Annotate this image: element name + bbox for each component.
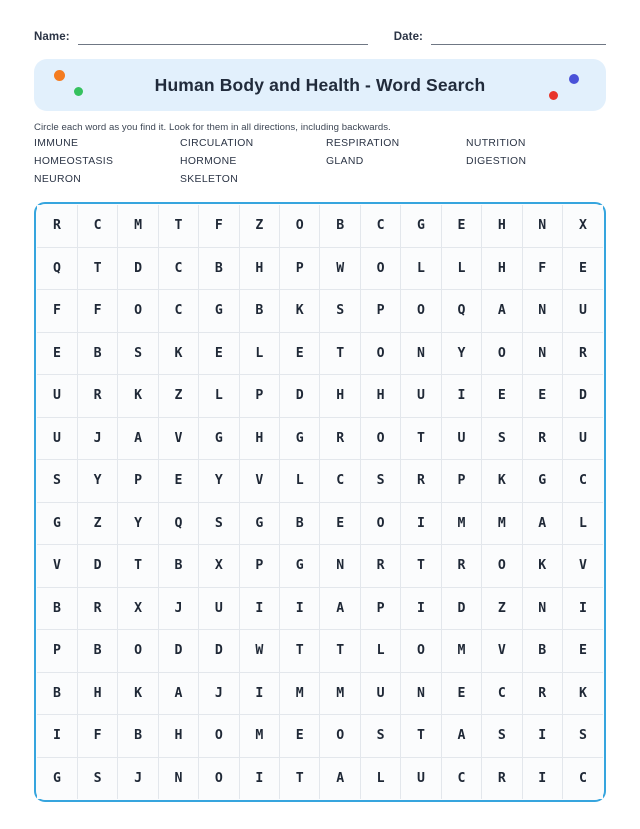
- letter-cell[interactable]: O: [199, 757, 239, 799]
- date-group: [394, 30, 606, 45]
- name-label: Name:: [34, 31, 70, 43]
- letter-cell[interactable]: B: [158, 545, 198, 588]
- letter-cell[interactable]: S: [360, 715, 400, 758]
- letter-cell[interactable]: R: [562, 332, 603, 375]
- letter-grid-row: [37, 290, 603, 333]
- letter-grid-body: [37, 205, 603, 799]
- letter-cell[interactable]: O: [360, 247, 400, 290]
- letter-cell[interactable]: N: [522, 332, 562, 375]
- letter-cell[interactable]: M: [320, 672, 360, 715]
- letter-cell[interactable]: V: [482, 630, 522, 673]
- letter-grid-row: [37, 715, 603, 758]
- letter-cell[interactable]: L: [360, 630, 400, 673]
- letter-cell[interactable]: R: [401, 460, 441, 503]
- letter-cell[interactable]: G: [199, 417, 239, 460]
- letter-grid-row: [37, 247, 603, 290]
- letter-cell[interactable]: Z: [77, 502, 117, 545]
- letter-cell[interactable]: O: [360, 332, 400, 375]
- letter-cell[interactable]: E: [441, 205, 481, 247]
- letter-cell[interactable]: P: [37, 630, 77, 673]
- word-list-item[interactable]: NEURON: [34, 174, 82, 185]
- letter-cell[interactable]: G: [37, 757, 77, 799]
- letter-cell[interactable]: Y: [77, 460, 117, 503]
- word-list-item[interactable]: CIRCULATION: [180, 138, 254, 149]
- letter-cell[interactable]: H: [482, 247, 522, 290]
- letter-cell[interactable]: O: [320, 715, 360, 758]
- letter-grid-row: [37, 587, 603, 630]
- letter-cell[interactable]: A: [320, 757, 360, 799]
- word-list-item[interactable]: IMMUNE: [34, 138, 79, 149]
- letter-cell[interactable]: P: [280, 247, 320, 290]
- letter-cell[interactable]: Z: [482, 587, 522, 630]
- letter-cell[interactable]: C: [441, 757, 481, 799]
- letter-cell[interactable]: P: [118, 460, 158, 503]
- letter-cell[interactable]: A: [158, 672, 198, 715]
- letter-cell[interactable]: T: [401, 545, 441, 588]
- letter-cell[interactable]: G: [37, 502, 77, 545]
- letter-cell[interactable]: E: [280, 715, 320, 758]
- letter-cell[interactable]: P: [239, 545, 279, 588]
- letter-cell[interactable]: J: [77, 417, 117, 460]
- letter-cell[interactable]: S: [37, 460, 77, 503]
- letter-cell[interactable]: B: [239, 290, 279, 333]
- letter-cell[interactable]: C: [562, 757, 603, 799]
- letter-cell[interactable]: G: [199, 290, 239, 333]
- letter-cell[interactable]: J: [199, 672, 239, 715]
- letter-cell[interactable]: T: [118, 545, 158, 588]
- letter-cell[interactable]: E: [320, 502, 360, 545]
- letter-cell[interactable]: H: [158, 715, 198, 758]
- letter-cell[interactable]: L: [239, 332, 279, 375]
- letter-cell[interactable]: T: [77, 247, 117, 290]
- letter-cell[interactable]: T: [320, 630, 360, 673]
- letter-cell[interactable]: V: [158, 417, 198, 460]
- letter-cell[interactable]: G: [239, 502, 279, 545]
- letter-grid-row: [37, 417, 603, 460]
- letter-cell[interactable]: N: [320, 545, 360, 588]
- letter-cell[interactable]: V: [37, 545, 77, 588]
- letter-cell[interactable]: U: [37, 375, 77, 418]
- letter-cell[interactable]: U: [401, 757, 441, 799]
- orange-dot-icon: [54, 70, 65, 81]
- letter-cell[interactable]: E: [482, 375, 522, 418]
- letter-cell[interactable]: K: [118, 672, 158, 715]
- letter-cell[interactable]: T: [401, 715, 441, 758]
- word-list-item[interactable]: HOMEOSTASIS: [34, 156, 114, 167]
- letter-cell[interactable]: P: [441, 460, 481, 503]
- letter-cell[interactable]: A: [320, 587, 360, 630]
- letter-grid-row: [37, 672, 603, 715]
- word-list-item[interactable]: GLAND: [326, 156, 364, 167]
- letter-cell[interactable]: O: [401, 290, 441, 333]
- letter-cell[interactable]: A: [482, 290, 522, 333]
- letter-cell[interactable]: C: [562, 460, 603, 503]
- word-list-item[interactable]: DIGESTION: [466, 156, 527, 167]
- letter-cell[interactable]: T: [280, 757, 320, 799]
- letter-cell[interactable]: V: [239, 460, 279, 503]
- title-banner: [34, 59, 606, 111]
- letter-grid-row: [37, 375, 603, 418]
- letter-cell[interactable]: O: [482, 332, 522, 375]
- letter-cell[interactable]: E: [158, 460, 198, 503]
- letter-grid-row: [37, 502, 603, 545]
- letter-cell[interactable]: B: [199, 247, 239, 290]
- letter-cell[interactable]: K: [158, 332, 198, 375]
- letter-cell[interactable]: A: [441, 715, 481, 758]
- letter-cell[interactable]: Q: [441, 290, 481, 333]
- letter-grid-row: [37, 757, 603, 799]
- page-title: Human Body and Health - Word Search: [154, 74, 486, 95]
- date-write-line[interactable]: [431, 30, 606, 45]
- word-list-item[interactable]: HORMONE: [180, 156, 237, 167]
- letter-cell[interactable]: I: [239, 672, 279, 715]
- letter-cell[interactable]: X: [118, 587, 158, 630]
- letter-cell[interactable]: X: [562, 205, 603, 247]
- letter-cell[interactable]: S: [360, 460, 400, 503]
- letter-cell[interactable]: C: [158, 290, 198, 333]
- letter-cell[interactable]: V: [562, 545, 603, 588]
- letter-cell[interactable]: K: [280, 290, 320, 333]
- letter-cell[interactable]: D: [199, 630, 239, 673]
- letter-cell[interactable]: B: [280, 502, 320, 545]
- letter-cell[interactable]: E: [562, 630, 603, 673]
- letter-cell[interactable]: D: [118, 247, 158, 290]
- letter-cell[interactable]: B: [37, 672, 77, 715]
- letter-cell[interactable]: M: [441, 630, 481, 673]
- word-list-item[interactable]: RESPIRATION: [326, 138, 400, 149]
- letter-cell[interactable]: L: [441, 247, 481, 290]
- letter-cell[interactable]: D: [280, 375, 320, 418]
- letter-cell[interactable]: H: [320, 375, 360, 418]
- letter-grid-row: [37, 545, 603, 588]
- letter-cell[interactable]: M: [280, 672, 320, 715]
- letter-cell[interactable]: A: [118, 417, 158, 460]
- letter-cell[interactable]: M: [441, 502, 481, 545]
- letter-cell[interactable]: B: [320, 205, 360, 247]
- letter-cell[interactable]: S: [320, 290, 360, 333]
- letter-cell[interactable]: R: [320, 417, 360, 460]
- letter-cell[interactable]: I: [280, 587, 320, 630]
- letter-cell[interactable]: K: [118, 375, 158, 418]
- letter-cell[interactable]: S: [562, 715, 603, 758]
- letter-cell[interactable]: F: [37, 290, 77, 333]
- letter-cell[interactable]: F: [199, 205, 239, 247]
- letter-cell[interactable]: L: [360, 757, 400, 799]
- letter-cell[interactable]: R: [77, 587, 117, 630]
- letter-cell[interactable]: C: [158, 247, 198, 290]
- letter-cell[interactable]: U: [441, 417, 481, 460]
- letter-cell[interactable]: P: [239, 375, 279, 418]
- letter-cell[interactable]: K: [482, 460, 522, 503]
- letter-cell[interactable]: E: [522, 375, 562, 418]
- letter-cell[interactable]: A: [522, 502, 562, 545]
- letter-cell[interactable]: B: [77, 630, 117, 673]
- letter-cell[interactable]: G: [280, 545, 320, 588]
- letter-cell[interactable]: P: [360, 587, 400, 630]
- letter-cell[interactable]: I: [239, 587, 279, 630]
- letter-cell[interactable]: I: [401, 587, 441, 630]
- letter-cell[interactable]: U: [360, 672, 400, 715]
- letter-cell[interactable]: C: [320, 460, 360, 503]
- letter-cell[interactable]: Q: [158, 502, 198, 545]
- letter-cell[interactable]: H: [239, 247, 279, 290]
- letter-cell[interactable]: U: [37, 417, 77, 460]
- letter-cell[interactable]: L: [280, 460, 320, 503]
- letter-cell[interactable]: L: [562, 502, 603, 545]
- letter-cell[interactable]: R: [441, 545, 481, 588]
- letter-cell[interactable]: O: [482, 545, 522, 588]
- letter-cell[interactable]: O: [118, 630, 158, 673]
- letter-cell[interactable]: I: [522, 715, 562, 758]
- letter-cell[interactable]: E: [199, 332, 239, 375]
- letter-cell[interactable]: O: [360, 417, 400, 460]
- letter-cell[interactable]: O: [199, 715, 239, 758]
- letter-grid-row: [37, 630, 603, 673]
- letter-cell[interactable]: W: [239, 630, 279, 673]
- letter-cell[interactable]: C: [482, 672, 522, 715]
- letter-grid-row: [37, 460, 603, 503]
- letter-cell[interactable]: T: [280, 630, 320, 673]
- letter-cell[interactable]: I: [401, 502, 441, 545]
- letter-cell[interactable]: O: [280, 205, 320, 247]
- letter-cell[interactable]: G: [280, 417, 320, 460]
- letter-grid-row: [37, 205, 603, 247]
- name-group: [34, 30, 368, 45]
- letter-cell[interactable]: R: [360, 545, 400, 588]
- green-dot-icon: [74, 87, 83, 96]
- word-list-item[interactable]: SKELETON: [180, 174, 239, 185]
- letter-cell[interactable]: U: [562, 417, 603, 460]
- letter-cell[interactable]: N: [522, 587, 562, 630]
- letter-cell[interactable]: D: [77, 545, 117, 588]
- letter-cell[interactable]: U: [401, 375, 441, 418]
- letter-cell[interactable]: D: [158, 630, 198, 673]
- letter-cell[interactable]: K: [562, 672, 603, 715]
- red-dot-icon: [549, 91, 558, 100]
- letter-cell[interactable]: Q: [37, 247, 77, 290]
- letter-cell[interactable]: J: [158, 587, 198, 630]
- letter-cell[interactable]: S: [77, 757, 117, 799]
- word-list-item[interactable]: NUTRITION: [466, 138, 526, 149]
- letter-cell[interactable]: M: [482, 502, 522, 545]
- letter-cell[interactable]: S: [482, 417, 522, 460]
- letter-cell[interactable]: Y: [118, 502, 158, 545]
- letter-cell[interactable]: I: [441, 375, 481, 418]
- letter-cell[interactable]: U: [562, 290, 603, 333]
- letter-cell[interactable]: O: [401, 630, 441, 673]
- letter-cell[interactable]: E: [280, 332, 320, 375]
- letter-cell[interactable]: Z: [239, 205, 279, 247]
- letter-cell[interactable]: M: [118, 205, 158, 247]
- letter-cell[interactable]: D: [562, 375, 603, 418]
- letter-cell[interactable]: J: [118, 757, 158, 799]
- letter-cell[interactable]: W: [320, 247, 360, 290]
- name-date-row: [34, 0, 606, 45]
- letter-cell[interactable]: D: [441, 587, 481, 630]
- letter-cell[interactable]: N: [522, 290, 562, 333]
- letter-cell[interactable]: K: [522, 545, 562, 588]
- letter-cell[interactable]: O: [118, 290, 158, 333]
- letter-cell[interactable]: F: [77, 715, 117, 758]
- letter-cell[interactable]: B: [522, 630, 562, 673]
- letter-cell[interactable]: O: [360, 502, 400, 545]
- letter-cell[interactable]: E: [37, 332, 77, 375]
- letter-cell[interactable]: L: [199, 375, 239, 418]
- letter-cell[interactable]: R: [77, 375, 117, 418]
- letter-grid-row: [37, 332, 603, 375]
- letter-cell[interactable]: C: [360, 205, 400, 247]
- letter-cell[interactable]: U: [199, 587, 239, 630]
- letter-cell[interactable]: S: [199, 502, 239, 545]
- letter-cell[interactable]: I: [562, 587, 603, 630]
- letter-cell[interactable]: I: [239, 757, 279, 799]
- letter-cell[interactable]: R: [522, 417, 562, 460]
- letter-cell[interactable]: F: [522, 247, 562, 290]
- letter-cell[interactable]: N: [401, 672, 441, 715]
- letter-cell[interactable]: R: [482, 757, 522, 799]
- letter-cell[interactable]: N: [522, 205, 562, 247]
- letter-cell[interactable]: Y: [441, 332, 481, 375]
- instruction-text: Circle each word as you find it. Look for them in all directions, including backwards.: [34, 122, 391, 133]
- letter-cell[interactable]: E: [441, 672, 481, 715]
- letter-grid-table: [37, 205, 603, 799]
- letter-cell[interactable]: Y: [199, 460, 239, 503]
- letter-cell[interactable]: G: [522, 460, 562, 503]
- word-search-grid: [34, 202, 606, 802]
- letter-cell[interactable]: H: [482, 205, 522, 247]
- word-list: [34, 138, 606, 185]
- letter-cell[interactable]: M: [239, 715, 279, 758]
- blue-dot-icon: [569, 74, 579, 84]
- letter-cell[interactable]: X: [199, 545, 239, 588]
- letter-cell[interactable]: S: [482, 715, 522, 758]
- letter-cell[interactable]: R: [522, 672, 562, 715]
- letter-cell[interactable]: I: [37, 715, 77, 758]
- letter-cell[interactable]: C: [77, 205, 117, 247]
- date-label: Date:: [393, 31, 423, 43]
- letter-cell[interactable]: B: [118, 715, 158, 758]
- letter-cell[interactable]: T: [401, 417, 441, 460]
- letter-cell[interactable]: H: [239, 417, 279, 460]
- letter-cell[interactable]: T: [320, 332, 360, 375]
- letter-cell[interactable]: I: [522, 757, 562, 799]
- letter-cell[interactable]: S: [118, 332, 158, 375]
- letter-cell[interactable]: T: [158, 205, 198, 247]
- letter-cell[interactable]: F: [77, 290, 117, 333]
- letter-cell[interactable]: H: [77, 672, 117, 715]
- letter-cell[interactable]: N: [158, 757, 198, 799]
- letter-cell[interactable]: H: [360, 375, 400, 418]
- letter-cell[interactable]: P: [360, 290, 400, 333]
- letter-cell[interactable]: L: [401, 247, 441, 290]
- letter-cell[interactable]: R: [37, 205, 77, 247]
- letter-cell[interactable]: Z: [158, 375, 198, 418]
- name-write-line[interactable]: [78, 30, 368, 45]
- letter-cell[interactable]: B: [37, 587, 77, 630]
- letter-cell[interactable]: E: [562, 247, 603, 290]
- letter-cell[interactable]: B: [77, 332, 117, 375]
- letter-cell[interactable]: G: [401, 205, 441, 247]
- letter-cell[interactable]: N: [401, 332, 441, 375]
